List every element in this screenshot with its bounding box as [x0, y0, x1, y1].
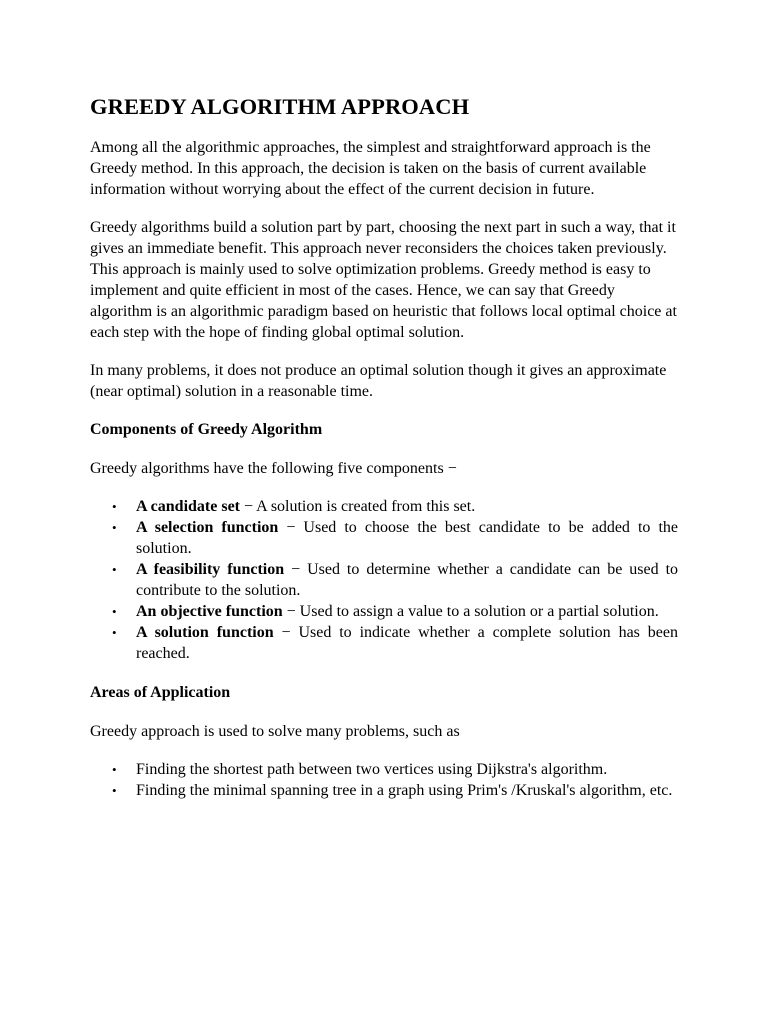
bullet-icon: • — [112, 604, 117, 619]
intro-paragraph-2: Greedy algorithms build a solution part by part, choosing the next part in such a way, that it gives an immediate benefit. This approach never reconsiders the choices taken previously. This approach is mainly used to solve optimization problems. Greedy method is easy to implement and quite efficient in most of the cases. Hence, we can say that Greedy algorithm is an algorithmic paradigm based on heuristic that follows local optimal choice at each step with the hope of finding global optimal solution. — [90, 219, 677, 341]
list-item — [90, 601, 678, 622]
components-lead: Greedy algorithms have the following five components − — [90, 460, 457, 477]
list-item — [90, 759, 678, 780]
list-item — [90, 517, 678, 559]
bullet-icon: • — [112, 499, 117, 514]
bullet-icon: • — [112, 562, 117, 577]
list-item — [90, 780, 678, 801]
components-heading: Components of Greedy Algorithm — [90, 421, 323, 438]
components-list — [90, 496, 678, 664]
intro-paragraph-1: Among all the algorithmic approaches, the simplest and straightforward approach is the Greedy method. In this approach, the decision is taken on the basis of current available information without worrying about the effect of the current decision in future. — [90, 139, 651, 198]
component-term: An objective function — [136, 603, 283, 620]
component-term: A solution function — [136, 624, 274, 641]
application-text: Finding the minimal spanning tree in a graph using Prim's /Kruskal's algorithm, etc. — [136, 782, 673, 799]
application-text: Finding the shortest path between two vertices using Dijkstra's algorithm. — [136, 761, 608, 778]
applications-list — [90, 759, 678, 801]
component-description: − Used to choose the best candidate to be added to the solution. — [136, 519, 679, 557]
component-term: A candidate set — [136, 498, 240, 515]
component-description: − Used to indicate whether a complete solution has been reached. — [136, 624, 679, 662]
applications-heading: Areas of Application — [90, 684, 231, 701]
list-item — [90, 622, 678, 664]
document-page — [90, 93, 678, 819]
list-item — [90, 496, 678, 517]
intro-paragraph-3: In many problems, it does not produce an optimal solution though it gives an approximate (near optimal) solution in a reasonable time. — [90, 362, 667, 400]
document-title: GREEDY ALGORITHM APPROACH — [90, 94, 470, 119]
component-description: − Used to assign a value to a solution or a partial solution. — [282, 603, 659, 620]
component-description: − Used to determine whether a candidate can be used to contribute to the solution. — [136, 561, 679, 599]
bullet-icon: • — [112, 762, 117, 777]
applications-lead: Greedy approach is used to solve many problems, such as — [90, 723, 460, 740]
bullet-icon: • — [112, 520, 117, 535]
component-term: A selection function — [136, 519, 279, 536]
component-term: A feasibility function — [136, 561, 285, 578]
component-description: − A solution is created from this set. — [240, 498, 476, 515]
bullet-icon: • — [112, 783, 117, 798]
bullet-icon: • — [112, 625, 117, 640]
list-item — [90, 559, 678, 601]
